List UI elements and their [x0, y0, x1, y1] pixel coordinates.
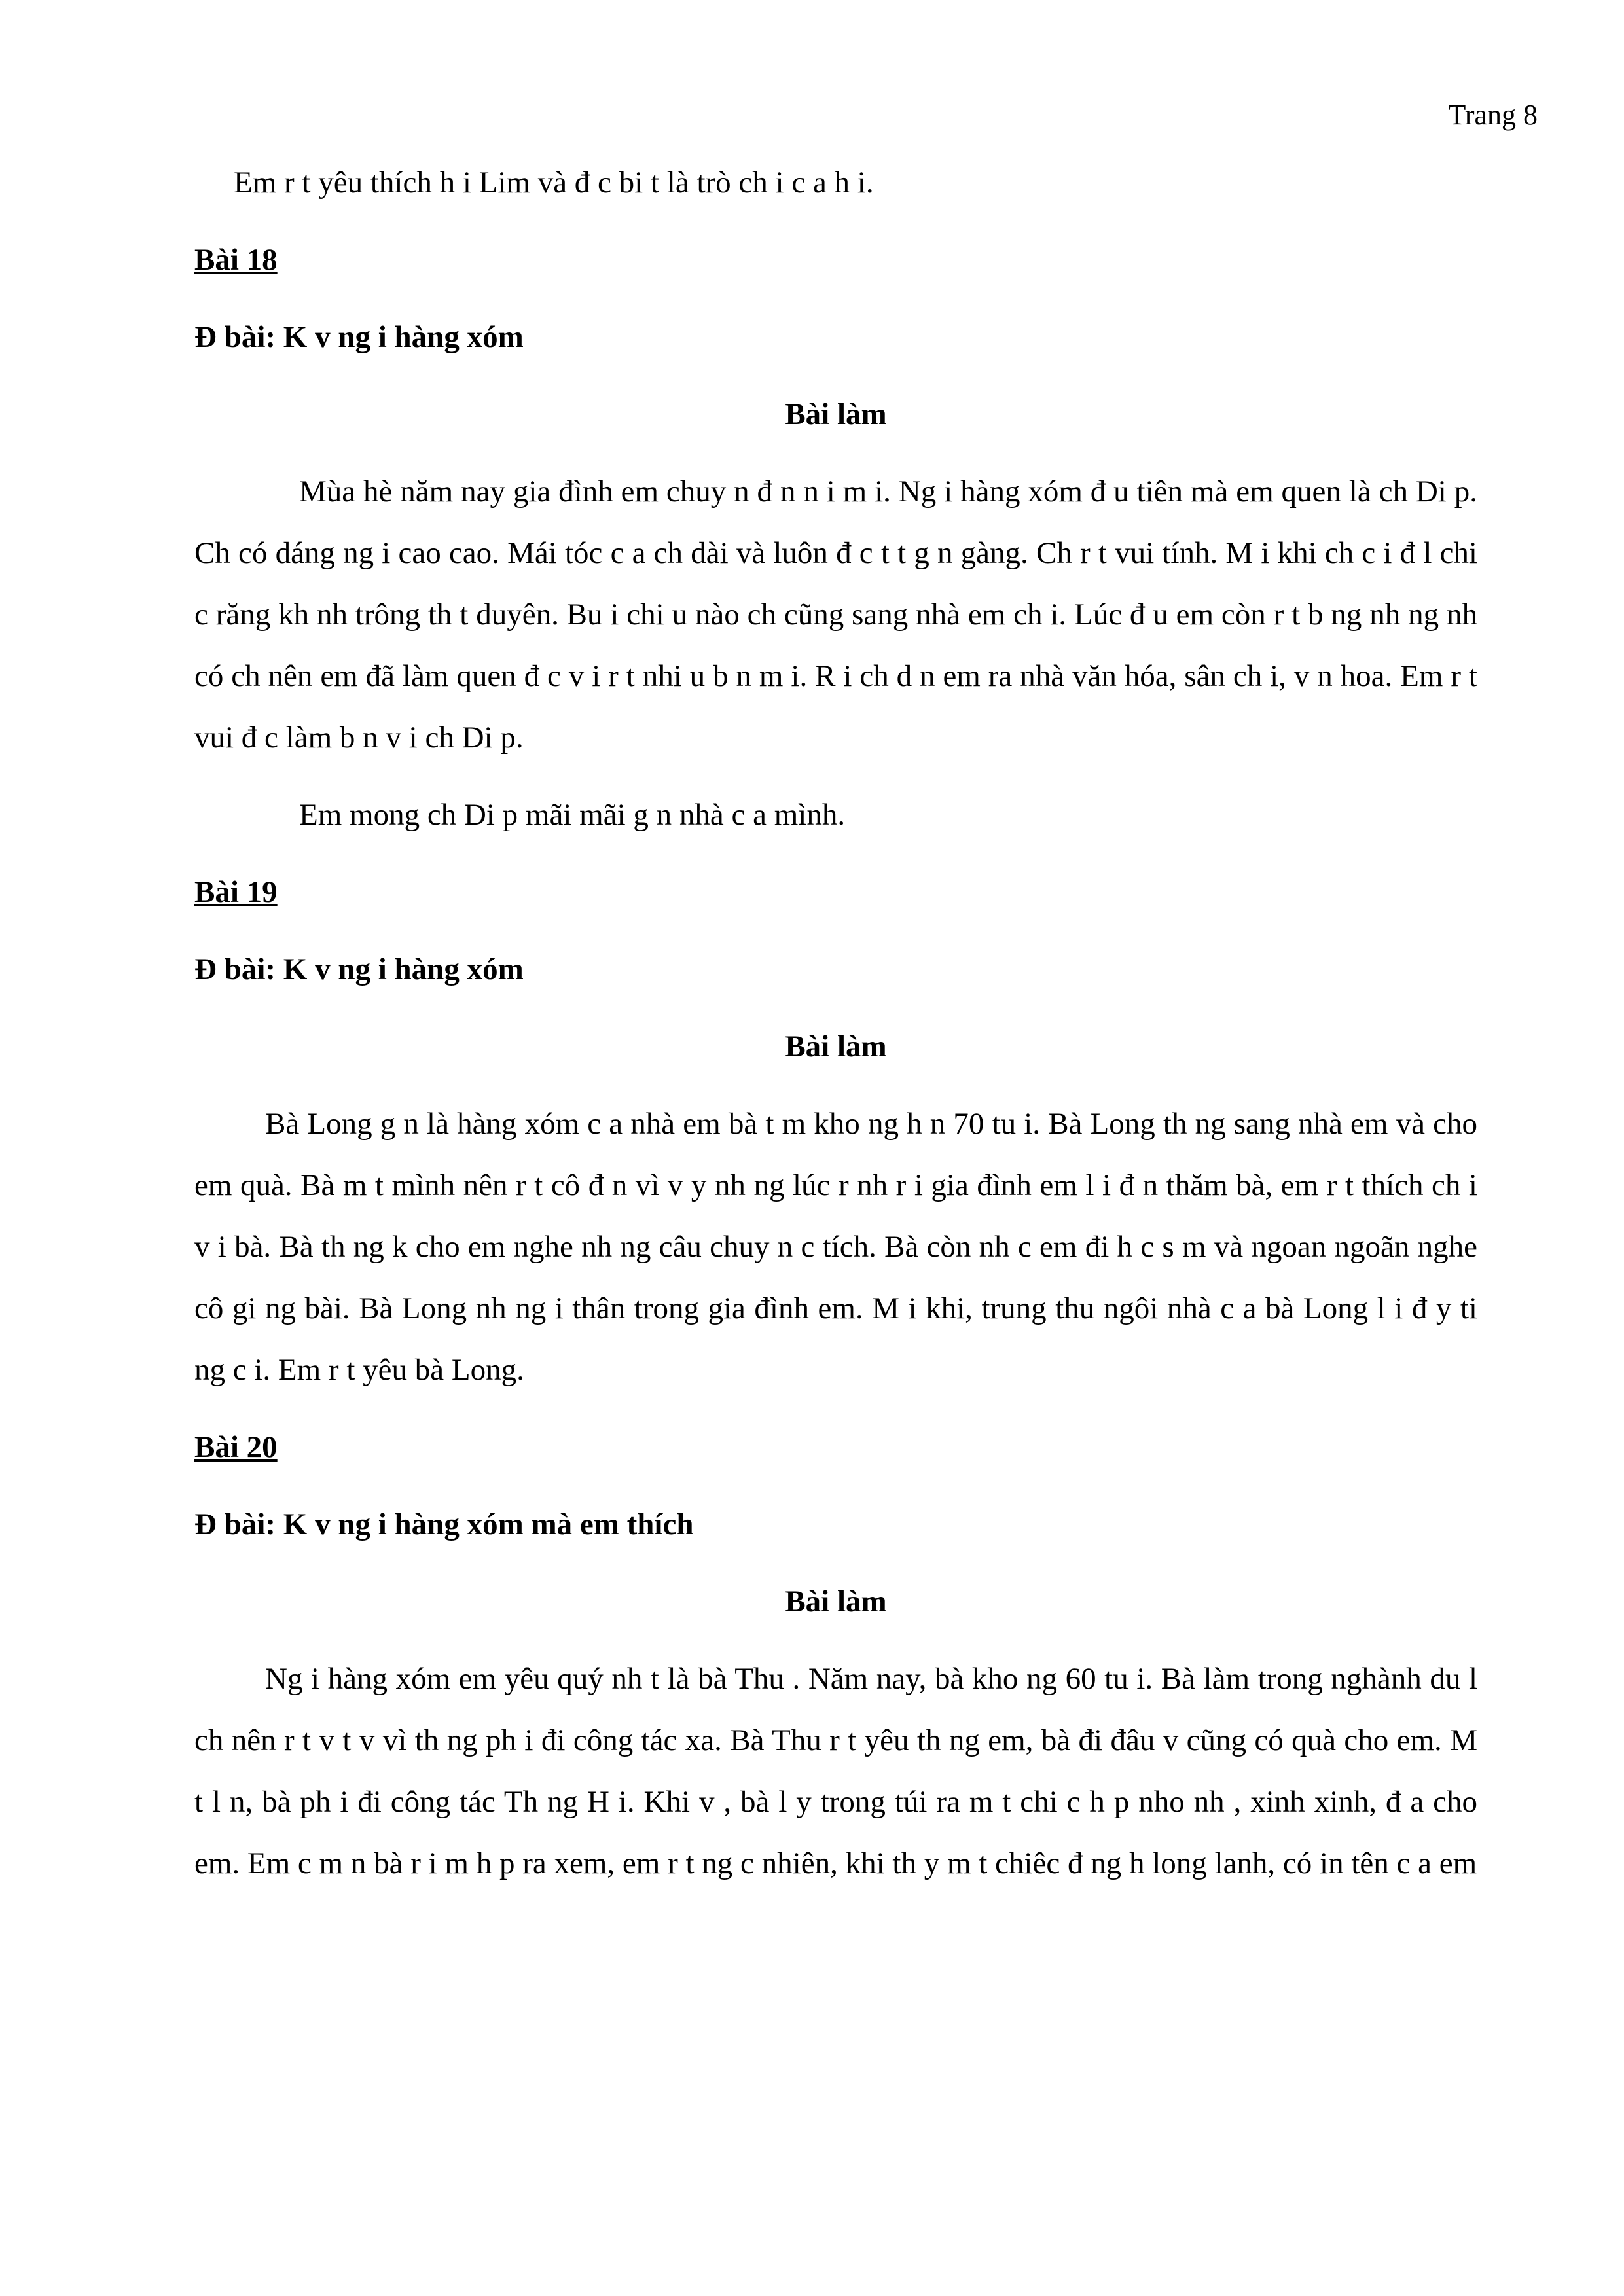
- document-body: [194, 152, 1477, 1910]
- page-number: Trang 8: [1448, 99, 1538, 131]
- paragraph-bai-19-1: Bà Long g n là hàng xóm c a nhà em bà t m kho ng h n 70 tu i. Bà Long th ng sang nhà em và cho em quà. Bà m t mình nên r t cô đ n vì v y nh ng lúc r nh r i gia đình em l i đ n thăm bà, em r t thích ch i v i bà. Bà th ng k cho em nghe nh ng câu chuy n c tích. Bà còn nh c em đi h c s m và ngoan ngoãn nghe cô gi ng bài. Bà Long nh ng i thân trong gia đình em. M i khi, trung thu ngôi nhà c a bà Long l i đ y ti ng c i. Em r t yêu bà Long.: [194, 1107, 1477, 1387]
- topic-bai-19: Đ bài: K v ng i hàng xóm: [194, 952, 524, 986]
- section-title-bai-20: Bài 20: [194, 1430, 278, 1464]
- topic-bai-20: Đ bài: K v ng i hàng xóm mà em thích: [194, 1507, 694, 1541]
- paragraph-bai-18-2: Em mong ch Di p mãi mãi g n nhà c a mình.: [299, 798, 846, 832]
- work-title-bai-18: Bài làm: [785, 397, 887, 431]
- section-title-bai-19: Bài 19: [194, 875, 278, 909]
- topic-bai-18: Đ bài: K v ng i hàng xóm: [194, 320, 524, 354]
- work-title-bai-19: Bài làm: [785, 1030, 887, 1064]
- paragraph-bai-20-1: Ng i hàng xóm em yêu quý nh t là bà Thu . Năm nay, bà kho ng 60 tu i. Bà làm trong nghành du l ch nên r t v t v vì th ng ph i đi công tác xa. Bà Thu r t yêu th ng em, bà đi đâu v cũng có quà cho em. M t l n, bà ph i đi công tác Th ng H i. Khi v , bà l y trong túi ra m t chi c h p nho nh , xinh xinh, đ a cho em. Em c m n bà r i m h p ra xem, em r t ng c nhiên, khi th y m t chiêc đ ng h long lanh, có in tên c a em: [194, 1662, 1477, 1880]
- work-title-bai-20: Bài làm: [785, 1585, 887, 1619]
- intro-closing-paragraph: Em r t yêu thích h i Lim và đ c bi t là trò ch i c a h i.: [234, 166, 874, 200]
- section-title-bai-18: Bài 18: [194, 243, 278, 277]
- paragraph-bai-18-1: Mùa hè năm nay gia đình em chuy n đ n n i m i. Ng i hàng xóm đ u tiên mà em quen là ch Di p. Ch có dáng ng i cao cao. Mái tóc c a ch dài và luôn đ c t t g n gàng. Ch r t vui tính. M i khi ch c i đ l chi c răng kh nh trông th t duyên. Bu i chi u nào ch cũng sang nhà em ch i. Lúc đ u em còn r t b ng nh ng nh có ch nên em đã làm quen đ c v i r t nhi u b n m i. R i ch d n em ra nhà văn hóa, sân ch i, v n hoa. Em r t vui đ c làm b n v i ch Di p.: [194, 475, 1477, 755]
